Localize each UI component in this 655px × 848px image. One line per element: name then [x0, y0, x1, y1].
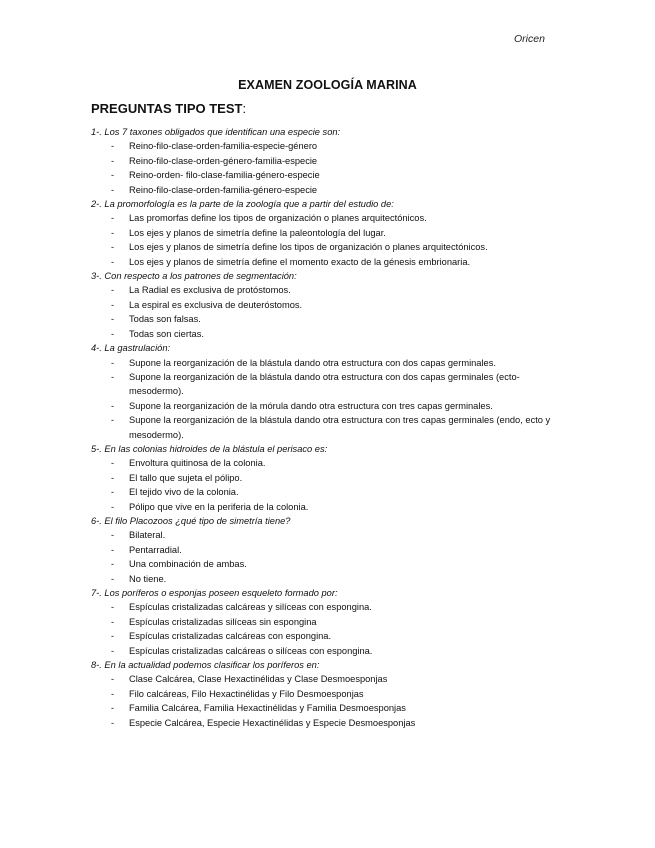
question — [91, 197, 561, 269]
dash-bullet: - — [111, 184, 115, 195]
option-list — [91, 211, 561, 269]
dash-bullet: - — [111, 602, 115, 613]
question — [91, 125, 561, 197]
option-text: Reino-filo-clase-orden-género-familia-especie — [129, 155, 318, 166]
option-text: Supone la reorganización de la blástula dando otra estructura con tres capas germinales (endo, ecto y mesodermo). — [129, 415, 551, 440]
option-list — [91, 528, 561, 586]
option-text: Reino-filo-clase-orden-familia-especie-género — [129, 141, 318, 152]
option — [91, 615, 561, 629]
dash-bullet: - — [111, 472, 115, 483]
option-text: Bilateral. — [129, 530, 166, 541]
option — [91, 557, 561, 571]
option-text: Todas son falsas. — [129, 314, 201, 325]
option — [91, 471, 561, 485]
dash-bullet: - — [111, 285, 115, 296]
option — [91, 701, 561, 715]
option-text: Pentarradial. — [129, 544, 182, 555]
option-text: Espículas cristalizadas calcáreas o silíceas con espongina. — [129, 645, 373, 656]
option-text: Los ejes y planos de simetría define los tipos de organización o planes arquitectónicos. — [129, 242, 488, 253]
option — [91, 687, 561, 701]
dash-bullet: - — [111, 717, 115, 728]
dash-bullet: - — [111, 616, 115, 627]
option-text: La Radial es exclusiva de protóstomos. — [129, 285, 291, 296]
option — [91, 327, 561, 341]
option-text: Supone la reorganización de la blástula dando otra estructura con dos capas germinales (ecto- mesodermo). — [129, 371, 520, 397]
option-text: Pólipo que vive en la periferia de la colonia. — [129, 501, 309, 512]
dash-bullet: - — [111, 227, 115, 238]
question-text: 1-. Los 7 taxones obligados que identifican una especie son: — [91, 127, 341, 137]
question-text: 4-. La gastrulación: — [91, 343, 171, 354]
option-text: La espiral es exclusiva de deuteróstomos. — [129, 299, 303, 310]
option-text: Especie Calcárea, Especie Hexactinélidas y Especie Desmoesponjas — [129, 717, 416, 728]
dash-bullet: - — [111, 573, 115, 584]
dash-bullet: - — [111, 631, 115, 642]
question-text: 2-. La promorfología es la parte de la zoología que a partir del estudio de: — [91, 199, 394, 210]
dash-bullet: - — [111, 314, 115, 325]
dash-bullet: - — [111, 371, 115, 382]
option — [91, 211, 561, 225]
option — [91, 456, 561, 470]
dash-bullet: - — [111, 544, 115, 555]
question — [91, 442, 561, 514]
question-text: 3-. Con respecto a los patrones de segmentación: — [91, 271, 297, 282]
option — [91, 672, 561, 686]
option-list — [91, 356, 561, 442]
option — [91, 644, 561, 658]
dash-bullet: - — [111, 458, 115, 469]
option — [91, 629, 561, 643]
option-text: Las promorfas define los tipos de organización o planes arquitectónicos. — [129, 213, 427, 224]
option — [91, 168, 561, 182]
dash-bullet: - — [111, 645, 115, 656]
question-list — [91, 125, 561, 730]
option-list — [91, 672, 561, 730]
option-text: Los ejes y planos de simetría define el momento exacto de la génesis embrionaria. — [129, 256, 471, 267]
question-text: 5-. En las colonias hidroides de la blástula el perisaco es: — [91, 443, 328, 454]
option — [91, 154, 561, 168]
option — [91, 226, 561, 240]
exam-title: EXAMEN ZOOLOGÍA MARINA — [238, 78, 417, 92]
dash-bullet: - — [111, 155, 115, 166]
option-text: No tiene. — [129, 573, 167, 584]
question — [91, 586, 561, 658]
dash-bullet: - — [111, 501, 115, 512]
dash-bullet: - — [111, 487, 115, 498]
option — [91, 528, 561, 542]
option — [91, 139, 561, 153]
author-name: Oricen — [514, 33, 545, 45]
option-list — [91, 600, 561, 658]
option-text: Supone la reorganización de la mórula dando otra estructura con tres capas germinales. — [129, 400, 493, 411]
dash-bullet: - — [111, 703, 115, 714]
option — [91, 572, 561, 586]
option — [91, 500, 561, 514]
section-colon: : — [242, 101, 247, 116]
option — [91, 240, 561, 254]
option — [91, 312, 561, 326]
dash-bullet: - — [111, 415, 115, 426]
dash-bullet: - — [111, 170, 115, 181]
dash-bullet: - — [111, 242, 115, 253]
option-text: El tallo que sujeta el pólipo. — [129, 472, 243, 483]
option — [91, 356, 561, 370]
question-text: 7-. Los poríferos o esponjas poseen esqueleto formado por: — [91, 588, 338, 598]
option — [91, 600, 561, 614]
dash-bullet: - — [111, 299, 115, 310]
option-text: Familia Calcárea, Familia Hexactinélidas y Familia Desmoesponjas — [129, 703, 406, 714]
option-text: El tejido vivo de la colonia. — [129, 487, 239, 498]
option-text: Envoltura quitinosa de la colonia. — [129, 458, 266, 469]
option — [91, 485, 561, 499]
dash-bullet: - — [111, 213, 115, 224]
section-heading — [91, 101, 246, 116]
option-list — [91, 283, 561, 341]
option-text: Todas son ciertas. — [129, 328, 204, 339]
option-text: Reino-filo-clase-orden-familia-género-especie — [129, 184, 318, 195]
dash-bullet: - — [111, 256, 115, 267]
question — [91, 658, 561, 730]
option-text: Supone la reorganización de la blástula dando otra estructura con dos capas germinales. — [129, 357, 496, 368]
option-text: Espículas cristalizadas silíceas sin espongina — [129, 616, 317, 627]
option-text: Reino-orden- filo-clase-familia-género-especie — [129, 170, 320, 181]
option-text: Espículas cristalizadas calcáreas y silíceas con espongina. — [129, 602, 372, 613]
dash-bullet: - — [111, 357, 115, 368]
option — [91, 543, 561, 557]
option — [91, 370, 561, 399]
question — [91, 341, 561, 442]
section-label: PREGUNTAS TIPO TEST — [91, 101, 243, 116]
option-text: Los ejes y planos de simetría define la paleontología del lugar. — [129, 227, 386, 238]
option-list — [91, 456, 561, 514]
option-text: Espículas cristalizadas calcáreas con espongina. — [129, 631, 332, 642]
option-text: Clase Calcárea, Clase Hexactinélidas y Clase Desmoesponjas — [129, 674, 388, 685]
dash-bullet: - — [111, 559, 115, 570]
option — [91, 413, 561, 442]
dash-bullet: - — [111, 328, 115, 339]
question-text: 8-. En la actualidad podemos clasificar los poríferos en: — [91, 660, 320, 671]
dash-bullet: - — [111, 400, 115, 411]
option — [91, 716, 561, 730]
option — [91, 298, 561, 312]
question — [91, 269, 561, 341]
dash-bullet: - — [111, 141, 115, 152]
question — [91, 514, 561, 586]
option-text: Una combinación de ambas. — [129, 559, 247, 570]
dash-bullet: - — [111, 688, 115, 699]
option — [91, 283, 561, 297]
option-list — [91, 139, 561, 197]
option-text: Filo calcáreas, Filo Hexactinélidas y Filo Desmoesponjas — [129, 688, 364, 699]
dash-bullet: - — [111, 530, 115, 541]
option — [91, 183, 561, 197]
question-text: 6-. El filo Placozoos ¿qué tipo de simetría tiene? — [91, 515, 291, 526]
option — [91, 255, 561, 269]
option — [91, 399, 561, 413]
dash-bullet: - — [111, 674, 115, 685]
